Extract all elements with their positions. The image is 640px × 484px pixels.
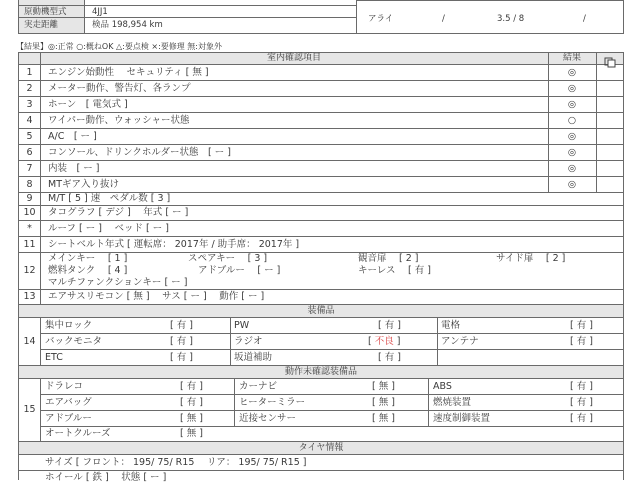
mileage-value: 検品 198,954 km — [92, 20, 163, 30]
unverified-value: [ 有 ] — [180, 381, 203, 392]
top-table-hline — [18, 17, 357, 18]
unverified-value: [ 無 ] — [372, 381, 395, 392]
row-divider — [18, 205, 624, 206]
row-divider — [40, 349, 624, 350]
row-result: ◎ — [567, 147, 577, 158]
row-number: 1 — [26, 67, 33, 78]
defect-badge: 不良 — [374, 336, 394, 347]
section-title-unverified: 動作未確認装備品 — [284, 367, 357, 377]
row-text: ホーン [ 電気式 ] — [48, 99, 128, 110]
equipment-value: [ 有 ] — [170, 352, 193, 363]
row-number: 4 — [26, 115, 33, 126]
top-table-hline — [18, 5, 357, 6]
row-divider — [18, 317, 624, 318]
row-number: 9 — [26, 193, 33, 204]
column-divider — [437, 317, 438, 366]
row-text: タコグラフ [ デジ ] 年式 [ ー ] — [48, 207, 189, 218]
unverified-label: エアバッグ — [45, 397, 92, 408]
row-number: 15 — [23, 404, 36, 415]
equipment-label: ETC — [45, 352, 63, 363]
unverified-label: ABS — [433, 381, 452, 392]
row-divider — [18, 220, 624, 221]
row-divider — [18, 378, 624, 379]
fuel-tank: 燃料タンク [ 4 ] — [48, 265, 128, 276]
unverified-value: [ 無 ] — [372, 397, 395, 408]
row-text: ワイパー動作、ウォッシャー状態 — [48, 115, 190, 126]
main-key: メインキー [ 1 ] — [48, 253, 128, 264]
row-divider — [18, 80, 624, 81]
result-legend: 【結果】◎:正常 ○:概ねOK △:要点検 ×:要修理 無:対象外 — [16, 42, 223, 51]
row-number: 13 — [23, 291, 36, 302]
number-column-divider — [40, 317, 41, 366]
row-divider — [18, 470, 624, 471]
row-divider — [40, 426, 624, 427]
row-divider — [18, 96, 624, 97]
unverified-value: [ 有 ] — [570, 397, 593, 408]
row-text: M/T [ 5 ] 速 ペダル数 [ 3 ] — [48, 193, 171, 204]
unverified-value: [ 有 ] — [570, 413, 593, 424]
unverified-label: 燃焼装置 — [433, 397, 472, 408]
copy-icon[interactable] — [599, 53, 621, 64]
mileage-label: 実走距離 — [24, 20, 59, 30]
table-right-border — [623, 52, 624, 480]
row-text: エアサスリモコン [ 無 ] サス [ ー ] 動作 [ ー ] — [48, 291, 265, 302]
row-number: 12 — [23, 265, 36, 276]
row-divider — [18, 289, 624, 290]
unverified-value: [ 無 ] — [180, 428, 203, 439]
equipment-label: 集中ロック — [45, 320, 93, 331]
unverified-value: [ 無 ] — [372, 413, 395, 424]
spare-key: スペアキー [ 3 ] — [188, 253, 268, 264]
row-divider — [18, 112, 624, 113]
row-result: ◎ — [567, 67, 577, 78]
row-result: ◎ — [567, 99, 577, 110]
row-divider — [18, 144, 624, 145]
row-divider — [18, 176, 624, 177]
unverified-label: 速度制御装置 — [433, 413, 491, 424]
row-text: MTギア入り抜け — [48, 179, 119, 190]
column-divider — [230, 317, 231, 366]
keyless: キーレス [ 有 ] — [358, 265, 431, 276]
top-table-hline — [356, 33, 624, 34]
row-number: 10 — [23, 207, 36, 218]
section-title-interior: 室内確認項目 — [266, 53, 321, 63]
bracket: ] — [393, 336, 401, 347]
equipment-label: ラジオ — [234, 336, 263, 347]
unverified-label: オートクルーズ — [45, 428, 111, 439]
row-text: 内装 [ ー ] — [48, 163, 100, 174]
row-number: 11 — [23, 239, 36, 250]
equipment-value: [ 有 ] — [570, 336, 593, 347]
side-door: サイド扉 [ 2 ] — [496, 253, 566, 264]
row-text: コンソール、ドリンクホルダー状態 [ ー ] — [48, 147, 231, 158]
row-divider — [18, 160, 624, 161]
row-text: A/C [ ー ] — [48, 131, 97, 142]
row-result: ◎ — [567, 179, 577, 190]
rear-door: 観音扉 [ 2 ] — [358, 253, 419, 264]
equipment-value: [ 有 ] — [170, 320, 193, 331]
equipment-label: PW — [234, 320, 250, 331]
row-divider — [40, 394, 624, 395]
number-column-divider — [40, 52, 41, 304]
column-divider — [428, 378, 429, 426]
result-column-divider — [596, 52, 597, 192]
row-number: 7 — [26, 163, 33, 174]
row-number: 14 — [23, 336, 36, 347]
wheel-info: ホイール [ 鉄 ] 状態 [ ー ] — [45, 472, 167, 483]
row-result: ◎ — [567, 163, 577, 174]
equipment-label: 電格 — [441, 320, 461, 331]
row-divider — [40, 410, 624, 411]
equipment-label: バックモニタ — [45, 336, 103, 347]
unverified-label: ドラレコ — [45, 381, 84, 392]
bracket: [ — [368, 336, 375, 347]
row-number: 6 — [26, 147, 33, 158]
row-divider — [40, 333, 624, 334]
row-divider — [18, 454, 624, 455]
row-number: 5 — [26, 131, 33, 142]
equipment-value-radio — [368, 336, 400, 348]
align-slash: / — [583, 14, 586, 24]
column-divider — [234, 378, 235, 426]
row-text: メーター動作、警告灯、各ランプ — [48, 83, 191, 94]
row-result: ◎ — [567, 83, 577, 94]
row-result: ○ — [567, 115, 577, 126]
equipment-value: [ 有 ] — [170, 336, 193, 347]
align-label: アライ — [368, 14, 394, 24]
top-table-right-border — [623, 0, 624, 34]
row-divider — [18, 128, 624, 129]
section-title-equipment: 装備品 — [307, 306, 335, 316]
model-value: 4JJ1 — [92, 7, 108, 17]
row-divider — [18, 236, 624, 237]
unverified-label: カーナビ — [239, 381, 278, 392]
row-text: エンジン始動性 セキュリティ [ 無 ] — [48, 67, 209, 78]
section-title-tire: タイヤ情報 — [298, 443, 344, 453]
row-number: * — [27, 223, 32, 234]
adblue: アドブルー [ ー ] — [198, 265, 281, 276]
row-number: 3 — [26, 99, 33, 110]
equipment-label: 坂道補助 — [234, 352, 273, 363]
align-slash: / — [442, 14, 445, 24]
tire-size: サイズ [ フロント： 195/ 75/ R15 リア： 195/ 75/ R15 ] — [45, 457, 307, 468]
unverified-label: 近接センサー — [239, 413, 297, 424]
row-text: シートベルト年式 [ 運転席： 2017年 / 助手席： 2017年 ] — [48, 239, 300, 250]
result-column-header: 結果 — [562, 53, 581, 63]
row-number: 2 — [26, 83, 33, 94]
model-label: 原動機型式 — [24, 7, 67, 17]
equipment-label: アンテナ — [441, 336, 479, 347]
row-text: ルーフ [ ー ] ベッド [ ー ] — [48, 223, 169, 234]
row-divider — [18, 64, 624, 65]
multifunction-key: マルチファンクションキー [ ー ] — [48, 277, 188, 288]
unverified-label: ヒーターミラー — [239, 397, 306, 408]
top-table-hline — [356, 0, 624, 1]
unverified-value: [ 有 ] — [180, 397, 203, 408]
equipment-value: [ 有 ] — [378, 352, 401, 363]
unverified-value: [ 有 ] — [570, 381, 593, 392]
unverified-value: [ 無 ] — [180, 413, 203, 424]
top-table-hline — [18, 33, 357, 34]
row-result: ◎ — [567, 131, 577, 142]
equipment-value: [ 有 ] — [378, 320, 401, 331]
align-value: 3.5 / 8 — [497, 14, 525, 24]
row-number: 8 — [26, 179, 33, 190]
equipment-value: [ 有 ] — [570, 320, 593, 331]
unverified-label: アドブルー — [45, 413, 92, 424]
